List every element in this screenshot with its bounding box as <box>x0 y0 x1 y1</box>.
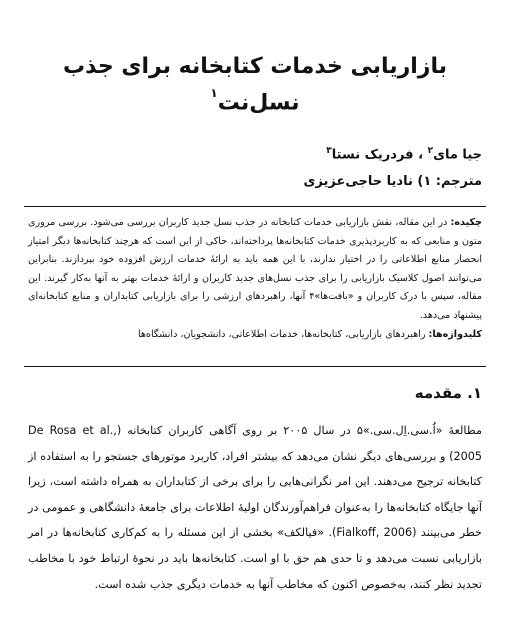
article-title-text: بازاریابی خدمات کتابخانه برای جذب نسل‌نت <box>63 54 447 116</box>
translator-line: مترجم: ۱) نادیا حاجی‌عزیزی <box>303 174 482 189</box>
article-title <box>40 52 470 118</box>
author-1-footnote-marker: ۲ <box>427 146 434 156</box>
keywords-label: کلیدواژه‌ها: <box>428 328 482 340</box>
abstract-label: چکیده: <box>450 217 482 228</box>
author-2-footnote-marker: ۳ <box>326 146 332 156</box>
author-separator: ، <box>413 147 424 163</box>
author-line <box>326 146 482 162</box>
abstract-paragraph <box>28 214 482 326</box>
abstract-text: در این مقاله، نقش بازاریابی خدمات کتابخانه در جذب نسل جدید کاربران بررسی می‌شود. بررسی مروری متون و منابعی که به کاربردپذیری خدمات کتابخانه‌ها پرداخته‌اند، حاکی از این است که هرچند کتابخانه‌ها دیگر امتیاز انحصار منابع اطلاعاتی را در اختیار ندارند، با این همه باید به ارائهٔ خدمات ارزش افزوده خود بپردازند. بنابراین می‌توانند اصول کلاسیک بازاریابی را برای جذب نسل‌های جدید کاربران و ارائهٔ خدمات بهتر به آنها به‌کار گیرند. این مقاله، سپس با درک کاربران و «بافت‌ها»۴ آنها، راهبردهای ارزشی را برای بازاریابی کتابداران و منابع کتابخانه‌ای پیشنهاد می‌دهد. <box>28 217 482 321</box>
abstract-block <box>28 214 482 344</box>
author-1: جیا مای <box>433 147 482 163</box>
author-2: فردریک نستا <box>331 147 414 163</box>
body-paragraph: مطالعهٔ «اُ.سی.اِل.سی.»۵ در سال ۲۰۰۵ بر روی آگاهی کاربران کتابخانه (De Rosa et al., 2005) و بررسی‌های دیگر نشان می‌دهد که بیشتر افراد، کاربرد موتورهای جستجو را به استفاده از کتابخانه ترجیح می‌دهند. این امر نگرانی‌هایی را برای برخی از کتابداران به همراه داشته است، زیرا آنها جایگاه کتابخانه‌ها را به‌عنوان فراهم‌آورندگان اولیهٔ اطلاعات برای جامعهٔ دانشگاهی و عمومی در خطر می‌بینند (Fialkoff, 2006). «فیالکف» بخشی از این مسئله را به کم‌کاری کتابخانه‌ها در امر بازاریابی نسبت می‌دهد و تا حدی هم حق با او است. کتابخانه‌ها باید در نحوهٔ ارتباط خود با مخاطب تجدید نظر کنند، به‌خصوص اکنون که مخاطب آنها به خدمات دیگری جذب شده است. <box>28 424 482 591</box>
section-heading: ۱. مقدمه <box>414 384 482 402</box>
abstract-bottom-rule <box>24 366 486 367</box>
abstract-top-rule <box>24 206 486 207</box>
keywords-text: راهبردهای بازاریابی، کتابخانه‌ها، خدمات اطلاعاتی، دانشجویان، دانشگاه‌ها <box>137 328 426 340</box>
section-body <box>28 418 482 597</box>
title-footnote-marker: ۱ <box>210 86 218 100</box>
keywords-paragraph <box>28 326 482 345</box>
